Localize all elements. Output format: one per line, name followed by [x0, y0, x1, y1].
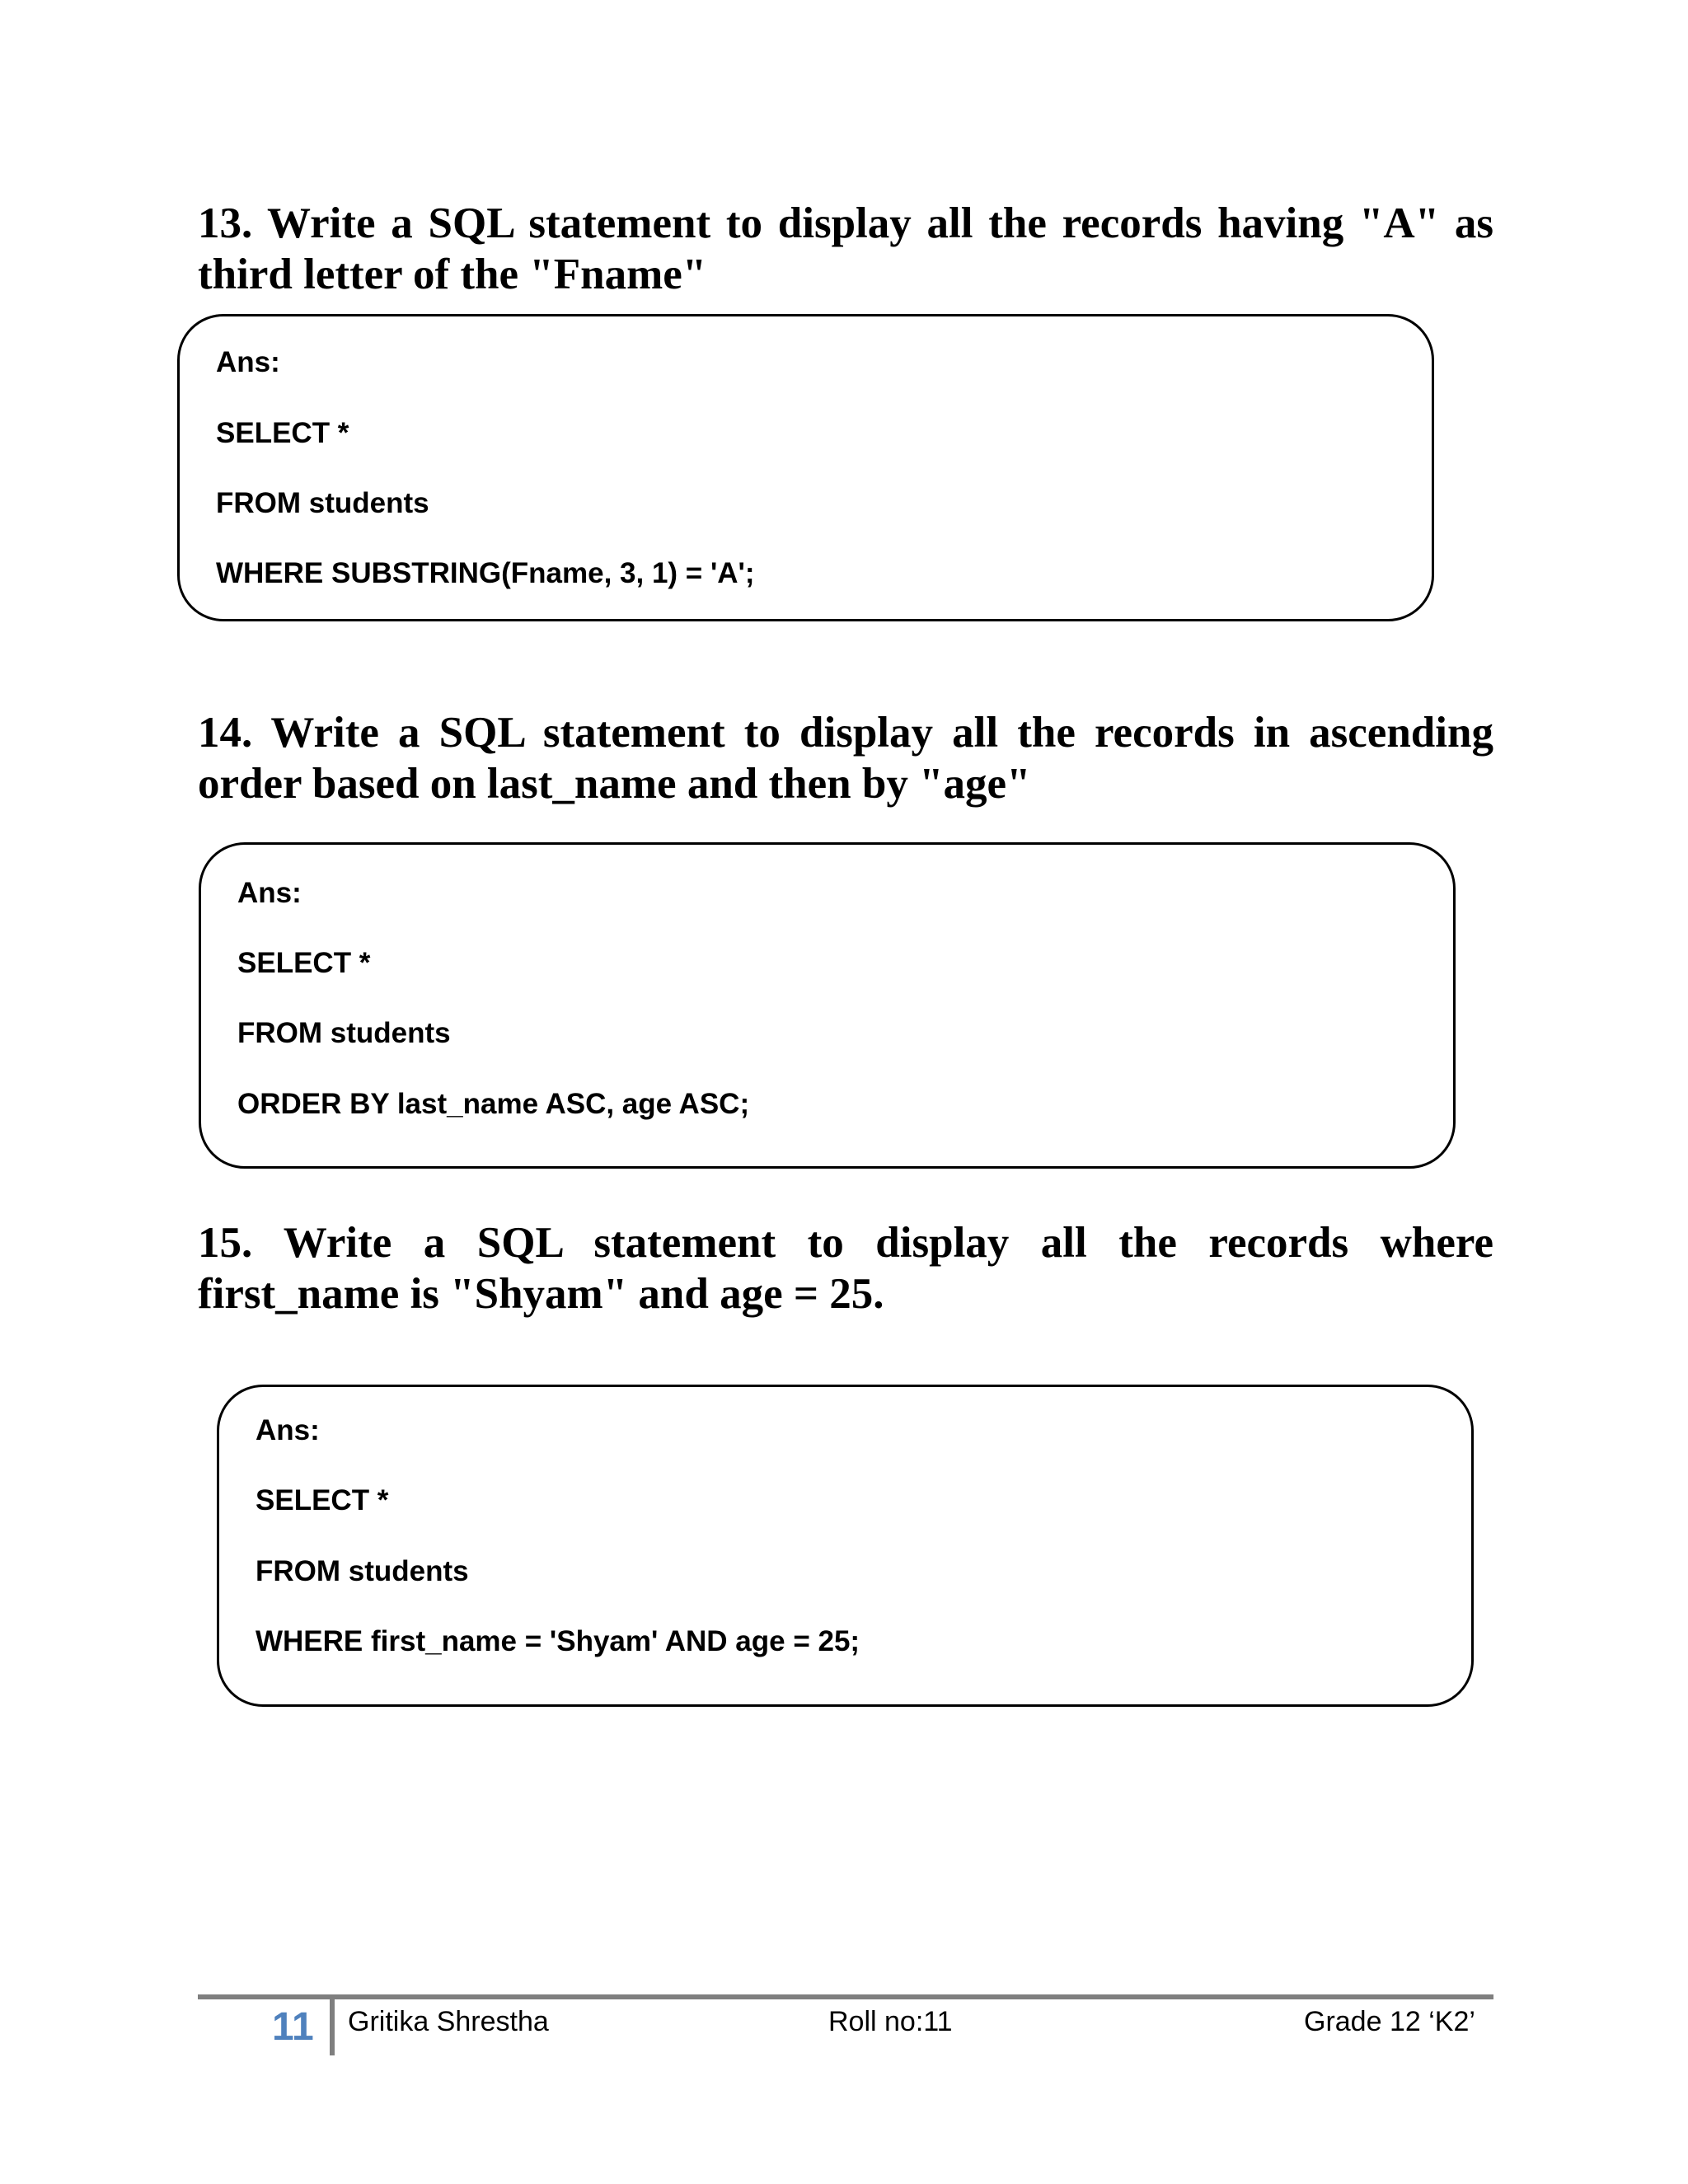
- footer-divider: [330, 1998, 335, 2055]
- sql-line-from: FROM students: [216, 487, 429, 519]
- sql-line-where: WHERE SUBSTRING(Fname, 3, 1) = 'A';: [216, 557, 755, 589]
- sql-line-select: SELECT *: [216, 417, 349, 449]
- sql-line-select: SELECT *: [237, 947, 371, 979]
- question-13: 13. Write a SQL statement to display all the records having "A" as third letter of the "Fname": [198, 199, 1493, 298]
- sql-line-from: FROM students: [256, 1555, 469, 1587]
- roll-number: Roll no:11: [828, 2006, 953, 2037]
- question-14: 14. Write a SQL statement to display all the records in ascending order based on last_name and then by "age": [198, 709, 1493, 808]
- sql-line-from: FROM students: [237, 1017, 451, 1049]
- answer-box-13: [177, 314, 1434, 621]
- question-15: 15. Write a SQL statement to display all the records where first_name is "Shyam" and age = 25.: [198, 1219, 1493, 1318]
- answer-box-14: [199, 842, 1456, 1169]
- page-number: 11: [272, 2005, 314, 2049]
- answer-box-15: [217, 1385, 1474, 1707]
- answer-label: Ans:: [216, 346, 280, 378]
- sql-line-where: WHERE first_name = 'Shyam' AND age = 25;: [256, 1625, 860, 1657]
- student-name: Gritika Shrestha: [348, 2006, 549, 2037]
- answer-label: Ans:: [256, 1414, 320, 1446]
- footer-rule: [198, 1994, 1493, 1999]
- sql-line-select: SELECT *: [256, 1484, 389, 1516]
- grade-label: Grade 12 ‘K2’: [1304, 2006, 1475, 2037]
- answer-label: Ans:: [237, 877, 302, 909]
- sql-line-order-by: ORDER BY last_name ASC, age ASC;: [237, 1088, 750, 1120]
